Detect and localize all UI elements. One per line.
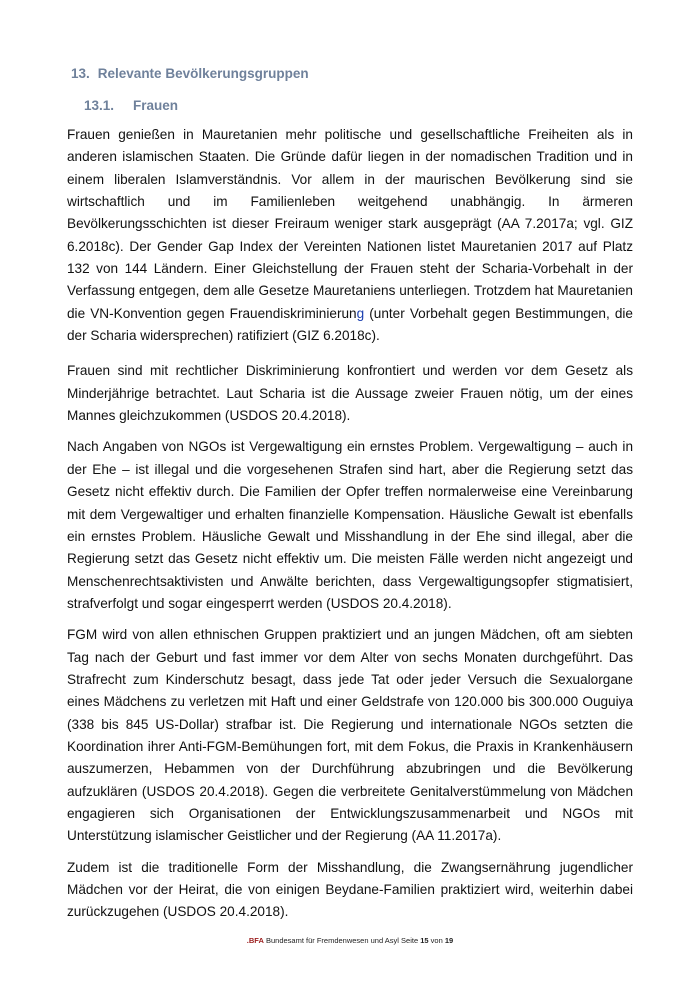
paragraph-text: (unter Vorbehalt gegen Bestimmungen, die der Scharia widersprechen) ratifiziert (GIZ 6.2018c). bbox=[67, 305, 633, 344]
bfa-logo: .BFA bbox=[246, 935, 264, 945]
paragraph: Zudem ist die traditionelle Form der Misshandlung, die Zwangsernährung jugendlicher Mädchen vor der Heirat, die von einigen Beydane-Familien praktiziert wird, weiterhin dabei zurückzugehen (USDOS 20.4.2018). bbox=[67, 859, 633, 920]
document-body bbox=[67, 124, 633, 924]
paragraph: Nach Angaben von NGOs ist Vergewaltigung ein ernstes Problem. Vergewaltigung – auch in der Ehe – ist illegal und die vorgesehenen Strafen sind hart, aber die Regierung setzt das Gesetz nicht effektiv durch. Die Familien der Opfer treffen normalerweise eine Vereinbarung mit dem Vergewaltiger und erhalten finanzielle Kompensation. Häusliche Gewalt ist ebenfalls ein ernstes Problem. Häusliche Gewalt und Misshandlung in der Ehe sind illegal, aber die Regierung setzt das Gesetz nicht effektiv um. Die meisten Fälle werden nicht angezeigt und Menschenrechtsaktivisten und Anwälte berichten, dass Vergewaltigungsopfer stigmatisiert, strafverfolgt und sogar eingesperrt werden (USDOS 20.4.2018). bbox=[67, 439, 633, 611]
paragraph: Frauen sind mit rechtlicher Diskriminierung konfrontiert und werden vor dem Gesetz als Minderjährige betrachtet. Laut Scharia ist die Aussage zweier Frauen nötig, um der eines Mannes gleichzukommen (USDOS 20.4.2018). bbox=[67, 363, 633, 424]
subsection-title: Frauen bbox=[133, 98, 179, 113]
section-heading bbox=[71, 66, 700, 82]
paragraph: FGM wird von allen ethnischen Gruppen praktiziert und an jungen Mädchen, oft am siebten Tag nach der Geburt und fast immer vor dem Alter von sechs Monaten durchgeführt. Das Strafrecht zum Kinderschutz besagt, dass jede Tat oder jeder Versuch die Sexualorgane eines Mädchens zu verletzen mit Haft und einer Geldstrafe von 120.000 bis 300.000 Ouguiya (338 bis 845 US-Dollar) strafbar ist. Die Regierung und internationale NGOs setzten die Koordination ihrer Anti-FGM-Bemühungen fort, mit dem Fokus, die Praxis in Krankenhäusern auszumerzen, Hebammen von der Durchführung abzubringen und die Bevölkerung aufzuklären (USDOS 20.4.2018). Gegen die verbreitete Genitalverstümmelung von Mädchen engagieren sich Organisationen der Entwicklungszusammenarbeit und NGOs mit Unterstützung islamischer Geistlicher und der Regierung (AA 11.2017a). bbox=[67, 627, 633, 844]
paragraph bbox=[67, 124, 633, 347]
page-number: 15 bbox=[420, 935, 429, 945]
section-number: 13. bbox=[71, 66, 90, 81]
subsection-heading bbox=[84, 98, 700, 114]
subsection-number: 13.1. bbox=[84, 98, 115, 113]
page-total: 19 bbox=[444, 935, 454, 945]
page-footer bbox=[0, 936, 700, 946]
section-title: Relevante Bevölkerungsgruppen bbox=[97, 66, 309, 81]
footer-text: Bundesamt für Fremdenwesen und Asyl Seite bbox=[263, 935, 421, 945]
footnote-link[interactable]: g bbox=[356, 305, 365, 321]
footer-of: von bbox=[428, 935, 445, 945]
paragraph-text: Frauen genießen in Mauretanien mehr politische und gesellschaftliche Freiheiten als in anderen islamischen Staaten. Die Gründe dafür liegen in der nomadischen Tradition und in einem liberalen Islamverständnis. Vor allem in der maurischen Bevölkerung sind sie wirtschaftlich und im Familienleben weitgehend unabhängig. In ärmeren Bevölkerungsschichten ist dieser Freiraum weniger stark ausgeprägt (AA 7.2017a; vgl. GIZ 6.2018c). Der Gender Gap Index der Vereinten Nationen listet Mauretanien 2017 auf Platz 132 von 144 Ländern. Einer Gleichstellung der Frauen steht der Scharia-Vorbehalt in der Verfassung entgegen, dem alle Gesetze Mauretaniens unterliegen. Trotzdem hat Mauretanien die VN-Konvention gegen Frauendiskriminierun bbox=[67, 127, 633, 321]
